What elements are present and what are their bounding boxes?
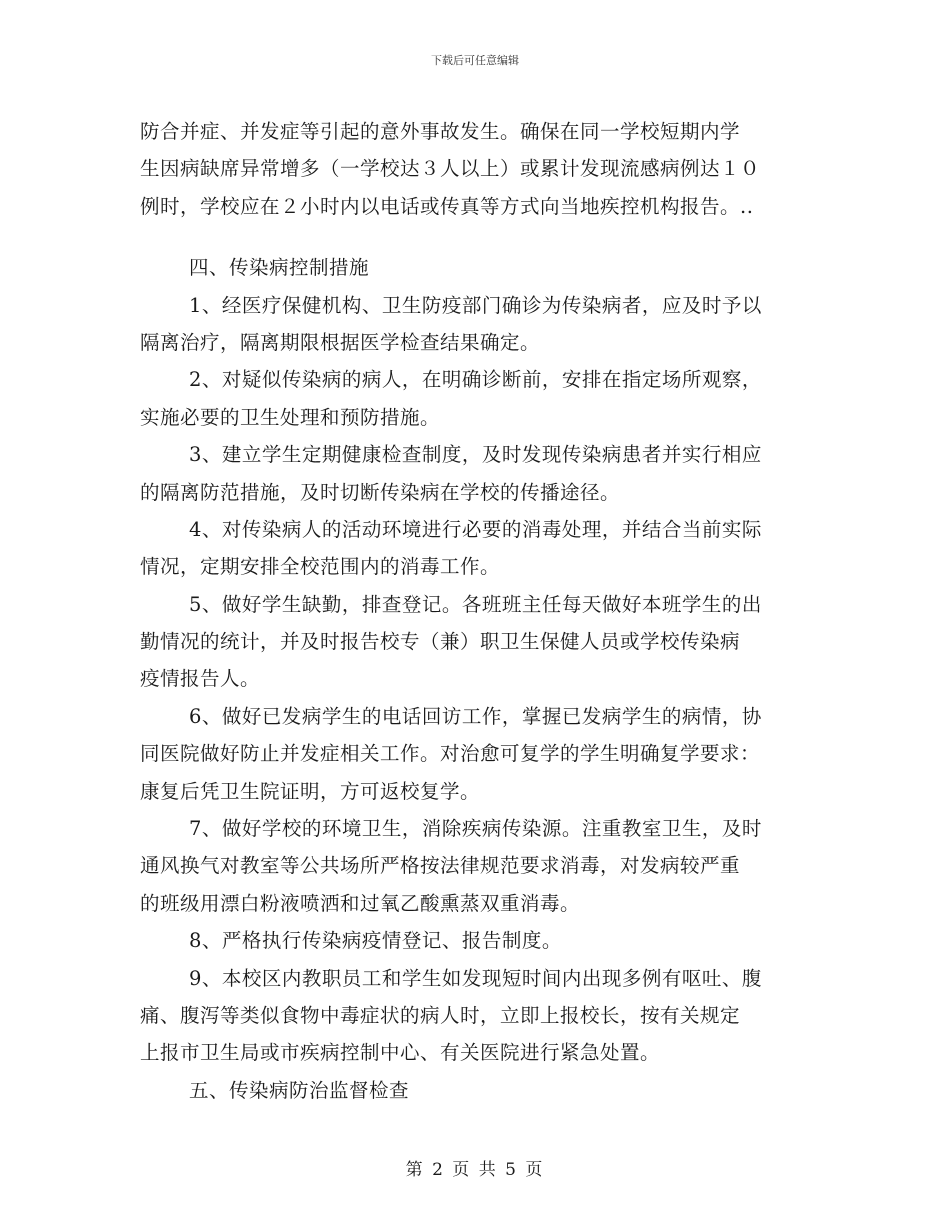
text-line: 5、做好学生缺勤，排查登记。各班班主任每天做好本班学生的出 [189, 592, 762, 616]
text-line: 疫情报告人。 [140, 667, 261, 691]
document-body [140, 113, 805, 1109]
text-line: 的隔离防范措施，及时切断传染病在学校的传播途径。 [140, 480, 621, 504]
text-line: 防合并症、并发症等引起的意外事故发生。确保在同一学校短期内学 [140, 120, 741, 143]
text-line: 通风换气对教室等公共场所严格按法律规范要求消毒，对发病较严重 [140, 854, 741, 878]
text-line: 8、严格执行传染病疫情登记、报告制度。 [189, 929, 562, 953]
text-line: 6、做好已发病学生的电话回访工作，掌握已发病学生的病情，协 [189, 704, 762, 728]
text-line: 4、对传染病人的活动环境进行必要的消毒处理，并结合当前实际 [189, 517, 762, 541]
text-line: 五、传染病防治监督检查 [189, 1078, 410, 1102]
text-line: 四、传染病控制措施 [189, 256, 370, 280]
text-line: 康复后凭卫生院证明，方可返校复学。 [140, 779, 481, 803]
text-line: 3、建立学生定期健康检查制度，及时发现传染病患者并实行相应 [189, 443, 762, 467]
page-footer: 第 2 页 共 5 页 [405, 1160, 545, 1180]
text-line: 7、做好学校的环境卫生，消除疾病传染源。注重教室卫生，及时 [189, 817, 762, 841]
text-line: 的班级用漂白粉液喷洒和过氧乙酸熏蒸双重消毒。 [140, 891, 581, 915]
paragraph-gap [140, 225, 805, 249]
text-line: 勤情况的统计，并及时报告校专（兼）职卫生保健人员或学校传染病 [140, 630, 741, 654]
page-header: 下载后可任意编辑 [431, 54, 519, 67]
text-line: 1、经医疗保健机构、卫生防疫部门确诊为传染病者，应及时予以 [189, 293, 762, 317]
text-line: 隔离治疗，隔离期限根据医学检查结果确定。 [140, 330, 541, 354]
text-line: 痛、腹泻等类似食物中毒症状的病人时，立即上报校长，按有关规定 [140, 1003, 741, 1027]
text-line: 上报市卫生局或市疾病控制中心、有关医院进行紧急处置。 [140, 1041, 661, 1065]
text-line: 情况，定期安排全校范围内的消毒工作。 [140, 555, 501, 579]
text-line: 2、对疑似传染病的病人，在明确诊断前，安排在指定场所观察， [189, 368, 762, 392]
text-line: 生因病缺席异常增多（一学校达３人以上）或累计发现流感病例达１０ [140, 157, 761, 181]
text-line: 9、本校区内教职员工和学生如发现短时间内出现多例有呕吐、腹 [189, 966, 762, 990]
text-line: 同医院做好防止并发症相关工作。对治愈可复学的学生明确复学要求： [140, 742, 761, 766]
text-line: 例时，学校应在２小时内以电话或传真等方式向当地疾控机构报告。.. [140, 194, 754, 218]
text-line: 实施必要的卫生处理和预防措施。 [140, 405, 441, 429]
